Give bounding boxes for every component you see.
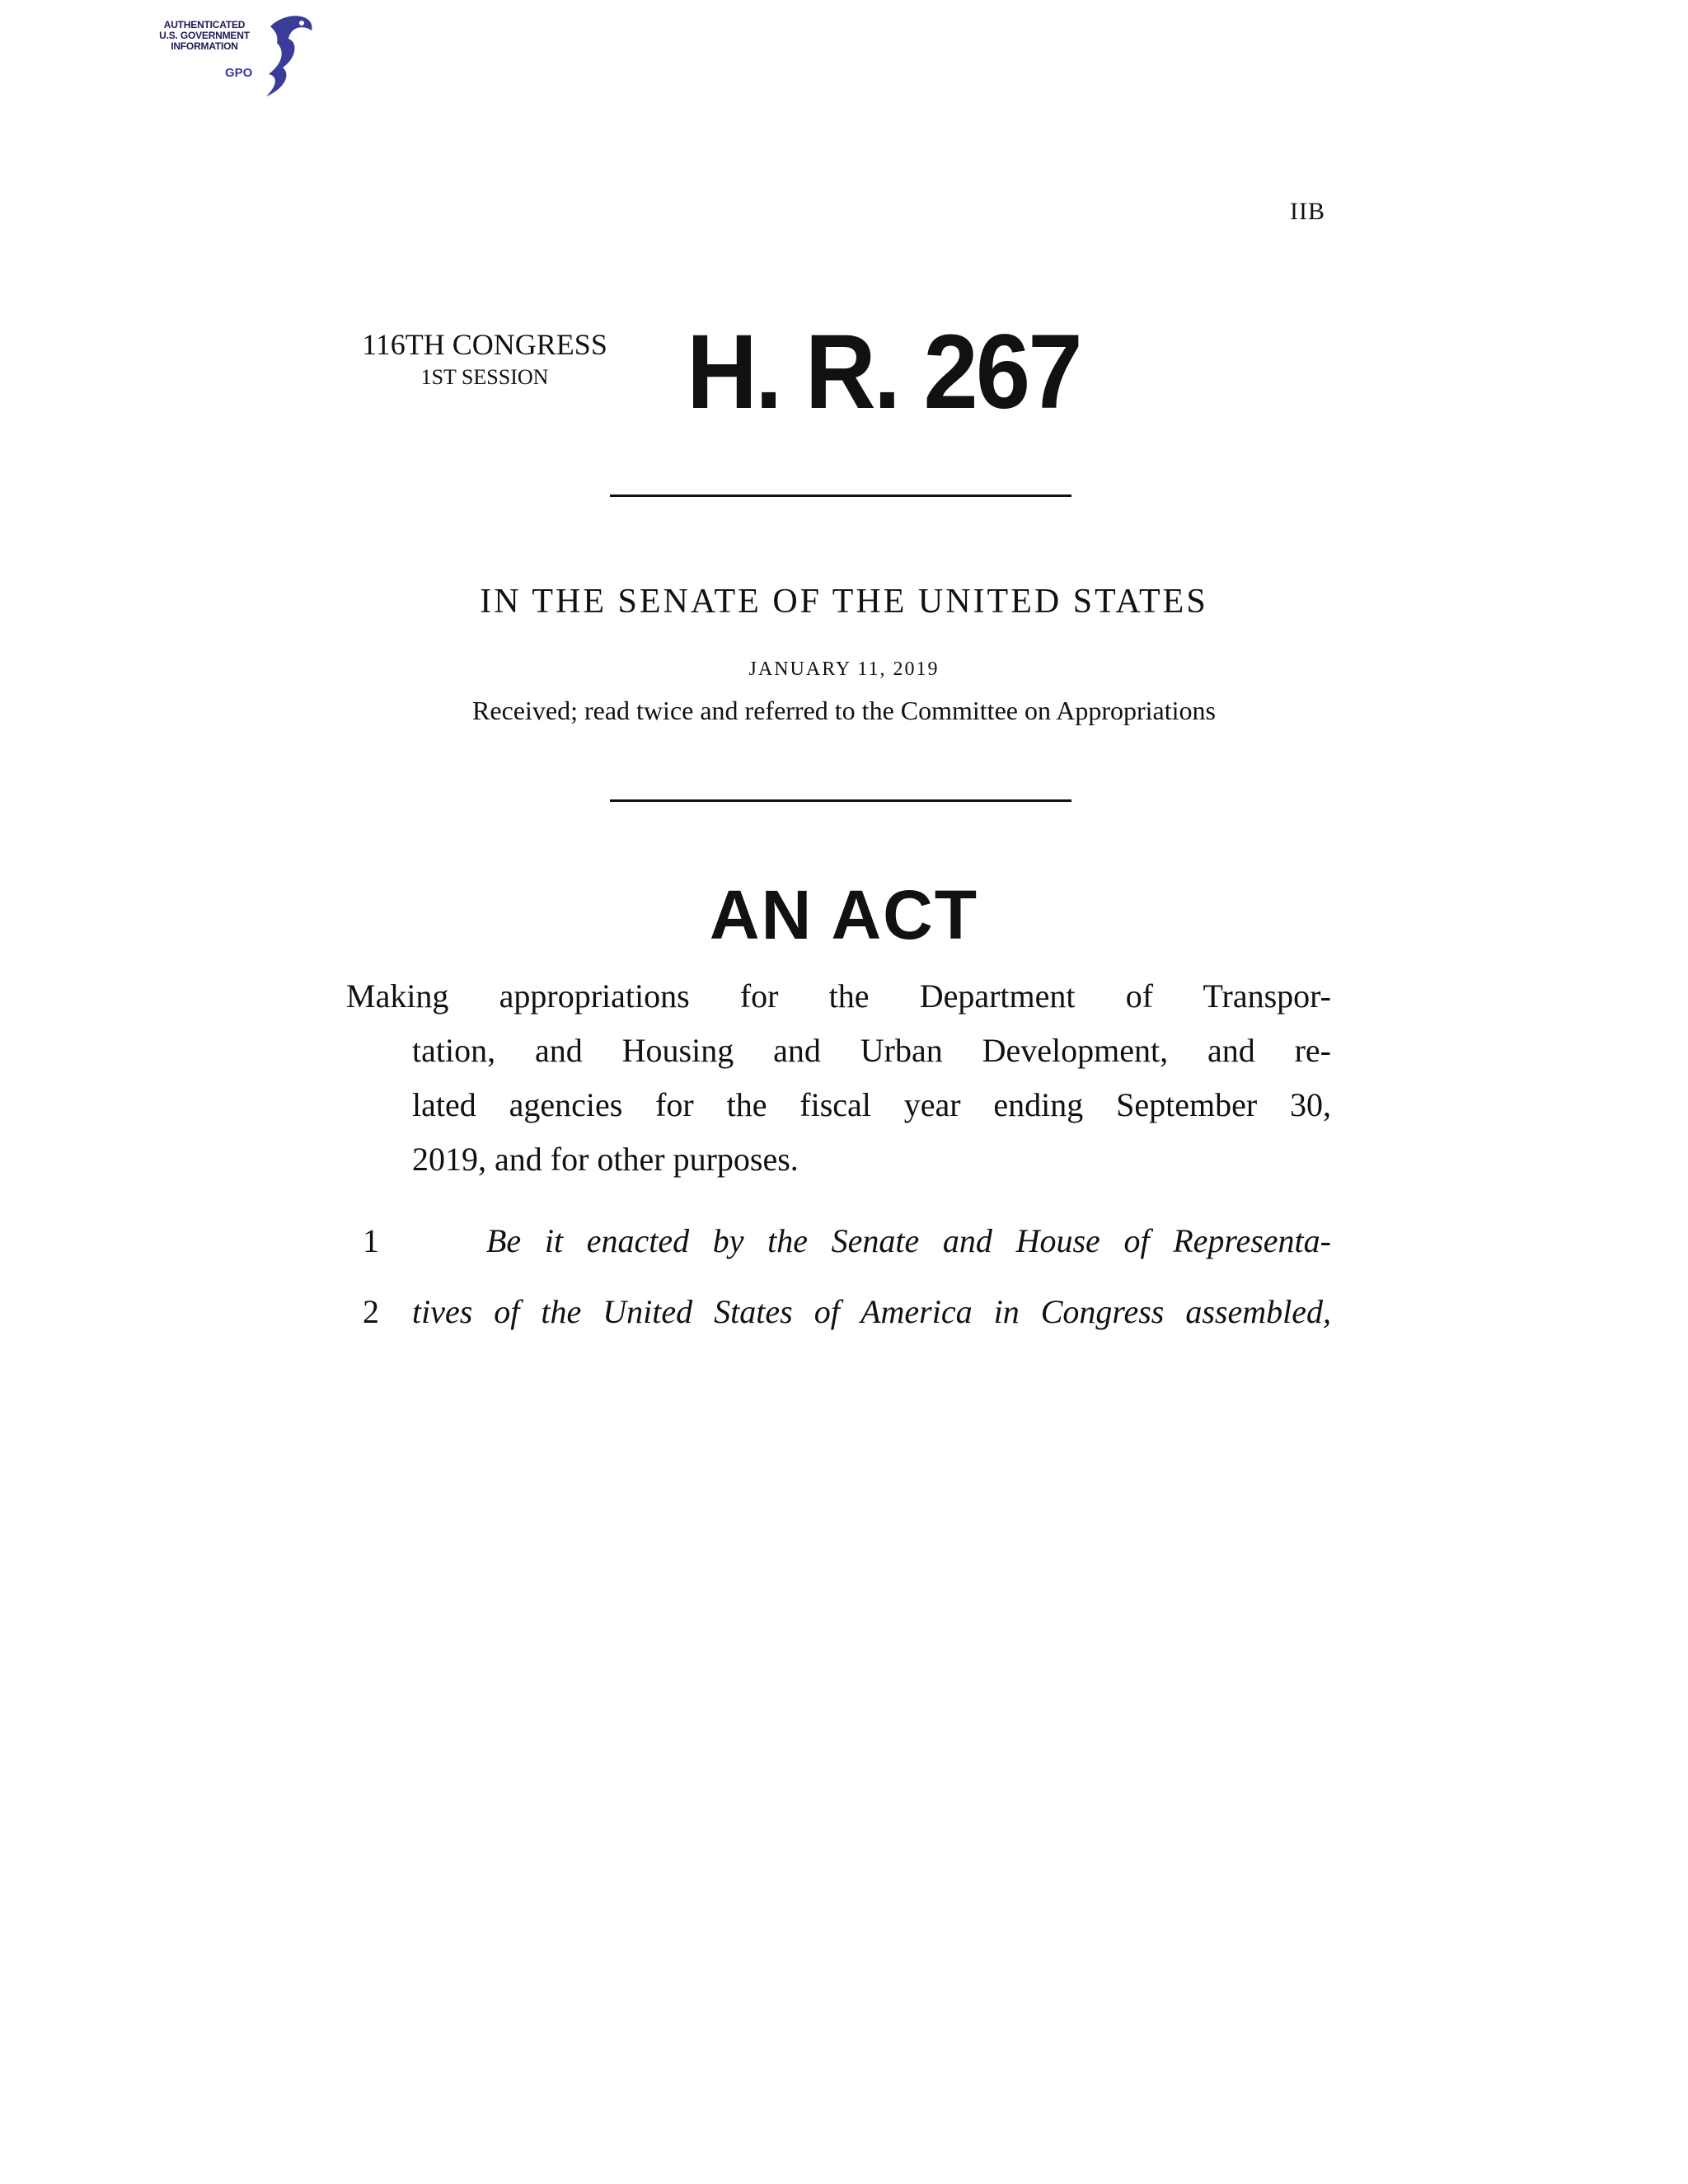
line-number: 2	[363, 1293, 379, 1330]
congress-number: 116TH CONGRESS	[362, 328, 607, 361]
title-line: tation, and Housing and Urban Development, and re-	[412, 1032, 1331, 1069]
action-date	[0, 651, 1688, 682]
session-number: 1ST SESSION	[420, 365, 549, 389]
enacting-clause-line: Be it enacted by the Senate and House of Representa-	[486, 1222, 1331, 1259]
gpo-authentication-seal	[138, 10, 320, 101]
line-number: 1	[363, 1222, 379, 1259]
eagle-icon	[254, 10, 320, 101]
enacting-clause-line: tives of the United States of America in Congress assembled,	[412, 1293, 1331, 1330]
seal-line-3: INFORMATION	[171, 40, 238, 52]
title-line: 2019, and for other purposes.	[412, 1141, 799, 1178]
title-line: lated agencies for the fiscal year ending September 30,	[412, 1086, 1331, 1123]
date-text: JANUARY 11, 2019	[748, 658, 940, 680]
bill-stage-code: IIB	[1290, 198, 1325, 225]
official-title	[346, 969, 1331, 1187]
congress-session	[345, 328, 625, 394]
action-description: Received; read twice and referred to the Committee on Appropriations	[472, 696, 1216, 725]
act-title: AN ACT	[709, 876, 979, 954]
divider-top	[610, 494, 1071, 497]
divider-bottom	[610, 799, 1071, 802]
seal-line-2: U.S. GOVERNMENT	[159, 30, 250, 41]
bill-number: H. R. 267	[687, 313, 1081, 431]
title-line: Making appropriations for the Department of Transpor-	[346, 977, 1331, 1015]
seal-gpo-label: GPO	[225, 66, 253, 80]
seal-text	[138, 20, 270, 52]
chamber-heading: IN THE SENATE OF THE UNITED STATES	[480, 583, 1208, 621]
seal-line-1: AUTHENTICATED	[163, 19, 246, 30]
